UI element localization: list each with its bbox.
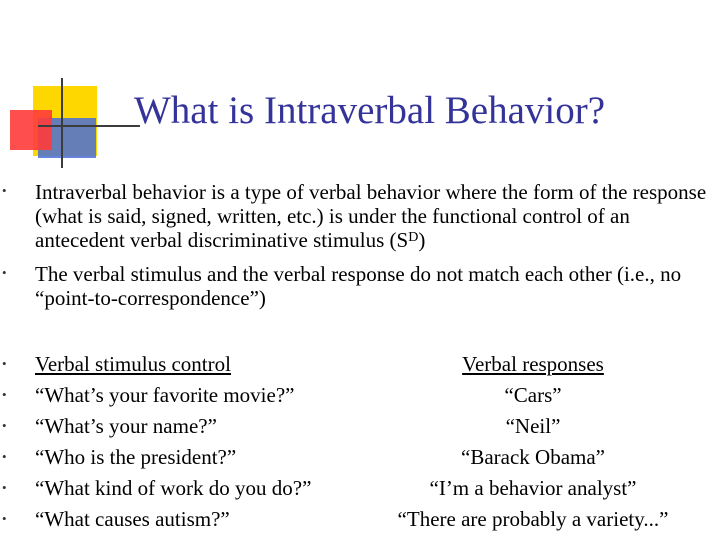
bullet-icon: • [2,449,7,464]
stimulus-item: “Who is the president?” [35,445,237,469]
stimulus-item: “What’s your name?” [35,414,217,438]
response-item: “I’m a behavior analyst” [429,476,637,500]
logo-red-square [10,110,52,150]
response-header: Verbal responses [462,352,604,376]
bullet-icon: • [2,418,7,433]
bullet-icon: • [2,511,7,526]
bullet-icon: • [2,356,7,371]
bullet-icon: • [2,480,7,495]
stimulus-item: “What causes autism?” [35,507,230,531]
stimulus-header: Verbal stimulus control [35,352,231,376]
decorative-logo [0,0,140,170]
stimulus-item: “What kind of work do you do?” [35,476,312,500]
bullet-icon: • [2,265,7,280]
bullet-definition: Intraverbal behavior is a type of verbal behavior where the form of the response (what is said, signed, written, etc.) is under the functional control of an antecedent verbal discriminative stimulus $(S^D)$ [35,180,707,252]
response-item: “Neil” [505,414,561,438]
response-item: “Barack Obama” [461,445,605,469]
slide-title: What is Intraverbal Behavior? [134,89,606,132]
bullet-correspondence: The verbal stimulus and the verbal response do not match each other (i.e., no “point-to-correspondence”) [35,262,682,310]
response-item: “There are probably a variety...” [397,507,669,531]
stimulus-item: “What’s your favorite movie?” [35,383,295,407]
bullet-icon: • [2,183,7,198]
response-item: “Cars” [504,383,562,407]
bullet-icon: • [2,387,7,402]
